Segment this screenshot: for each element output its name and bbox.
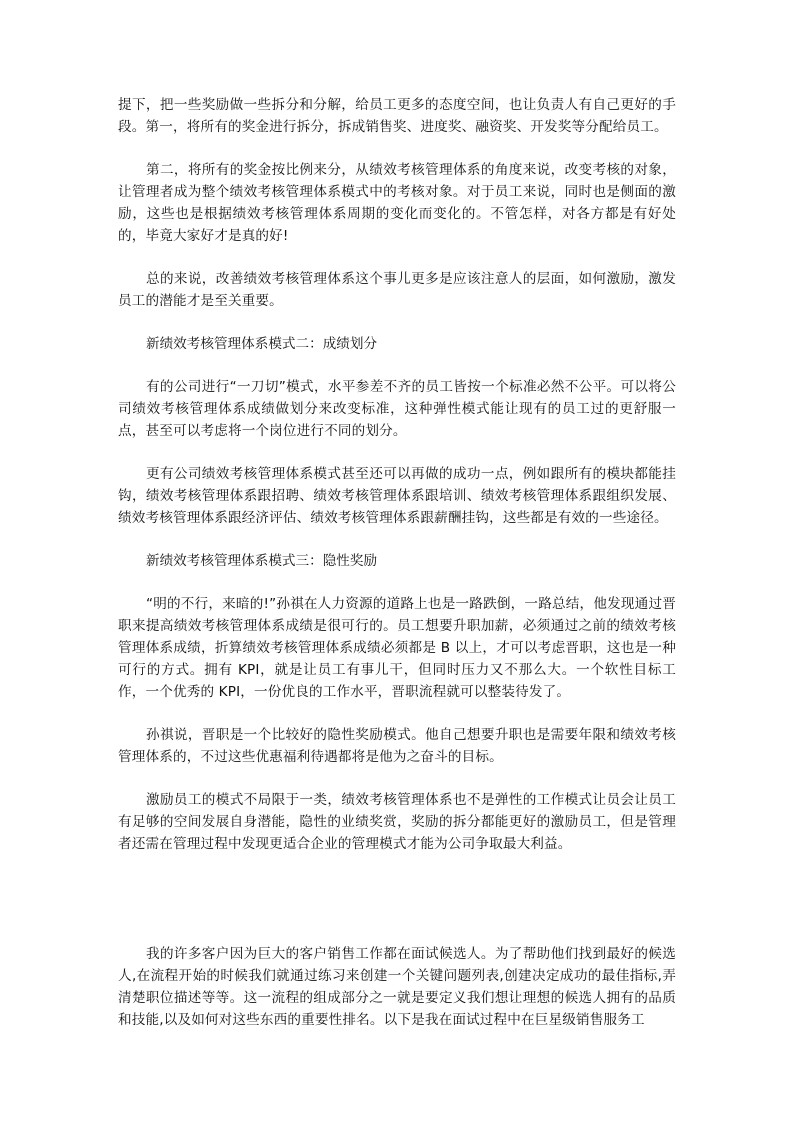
- section-heading-2: 新绩效考核管理体系模式二：成绩划分: [146, 336, 378, 352]
- paragraph-9: 我的许多客户因为巨大的客户销售工作都在面试候选人。为了帮助他们找到最好的候选人,在流程开始的时候我们就通过练习来创建一个关键问题列表,创建决定成功的最佳指标,弄清楚职位描述等等。这一流程的组成部分之一就是要定义我们想让理想的候选人拥有的品质和技能,以及如何对这些东西的重要性排名。以下是我在面试过程中在巨星级销售服务工: [118, 946, 676, 1028]
- paragraph-6: “明的不行，来暗的!”孙祺在人力资源的道路上也是一路跌倒，一路总结，他发现通过晋职来提高绩效考核管理体系成绩是很可行的。员工想要升职加薪，必须通过之前的绩效考核管理体系成绩，折算绩效考核管理体系成绩必须都是 B 以上，才可以考虑晋职，这也是一种可行的方式。拥有 KPI，就是让员工有事儿干，但同时压力又不那么大。一个软性目标工作，一个优秀的 KPI，一份优良的工作水平，晋职流程就可以整装待发了。: [118, 596, 676, 700]
- paragraph-1: 提下，把一些奖励做一些拆分和分解，给员工更多的态度空间，也让负责人有自己更好的手段。第一，将所有的奖金进行拆分，拆成销售奖、进度奖、融资奖、开发奖等分配给员工。: [118, 97, 676, 135]
- paragraph-3: 总的来说，改善绩效考核管理体系这个事儿更多是应该注意人的层面，如何激励，激发员工的潜能才是至关重要。: [118, 271, 676, 309]
- paragraph-4: 有的公司进行“一刀切”模式，水平参差不齐的员工皆按一个标准必然不公平。可以将公司绩效考核管理体系成绩做划分来改变标准，这种弹性模式能让现有的员工过的更舒服一点，甚至可以考虑将一个岗位进行不同的划分。: [118, 379, 676, 439]
- paragraph-7: 孙祺说，晋职是一个比较好的隐性奖励模式。他自己想要升职也是需要年限和绩效考核管理体系的，不过这些优惠福利待遇都将是他为之奋斗的目标。: [118, 727, 676, 765]
- document-page: [118, 94, 676, 1031]
- paragraph-5: 更有公司绩效考核管理体系模式甚至还可以再做的成功一点，例如跟所有的模块都能挂钩，绩效考核管理体系跟招聘、绩效考核管理体系跟培训、绩效考核管理体系跟组织发展、绩效考核管理体系跟经济评估、绩效考核管理体系跟薪酬挂钩，这些都是有效的一些途径。: [118, 466, 676, 526]
- section-heading-3: 新绩效考核管理体系模式三：隐性奖励: [146, 553, 378, 569]
- blank-space: [118, 855, 676, 943]
- paragraph-2: 第二，将所有的奖金按比例来分，从绩效考核管理体系的角度来说，改变考核的对象，让管理者成为整个绩效考核管理体系模式中的考核对象。对于员工来说，同时也是侧面的激励，这些也是根据绩效考核管理体系周期的变化而变化的。不管怎样，对各方都是有好处的，毕竟大家好才是真的好!: [118, 162, 676, 244]
- paragraph-8: 激励员工的模式不局限于一类，绩效考核管理体系也不是弹性的工作模式让员会让员工有足够的空间发展自身潜能，隐性的业绩奖赏，奖励的拆分都能更好的激励员工，但是管理者还需在管理过程中发现更适合企业的管理模式才能为公司争取最大利益。: [118, 792, 676, 852]
